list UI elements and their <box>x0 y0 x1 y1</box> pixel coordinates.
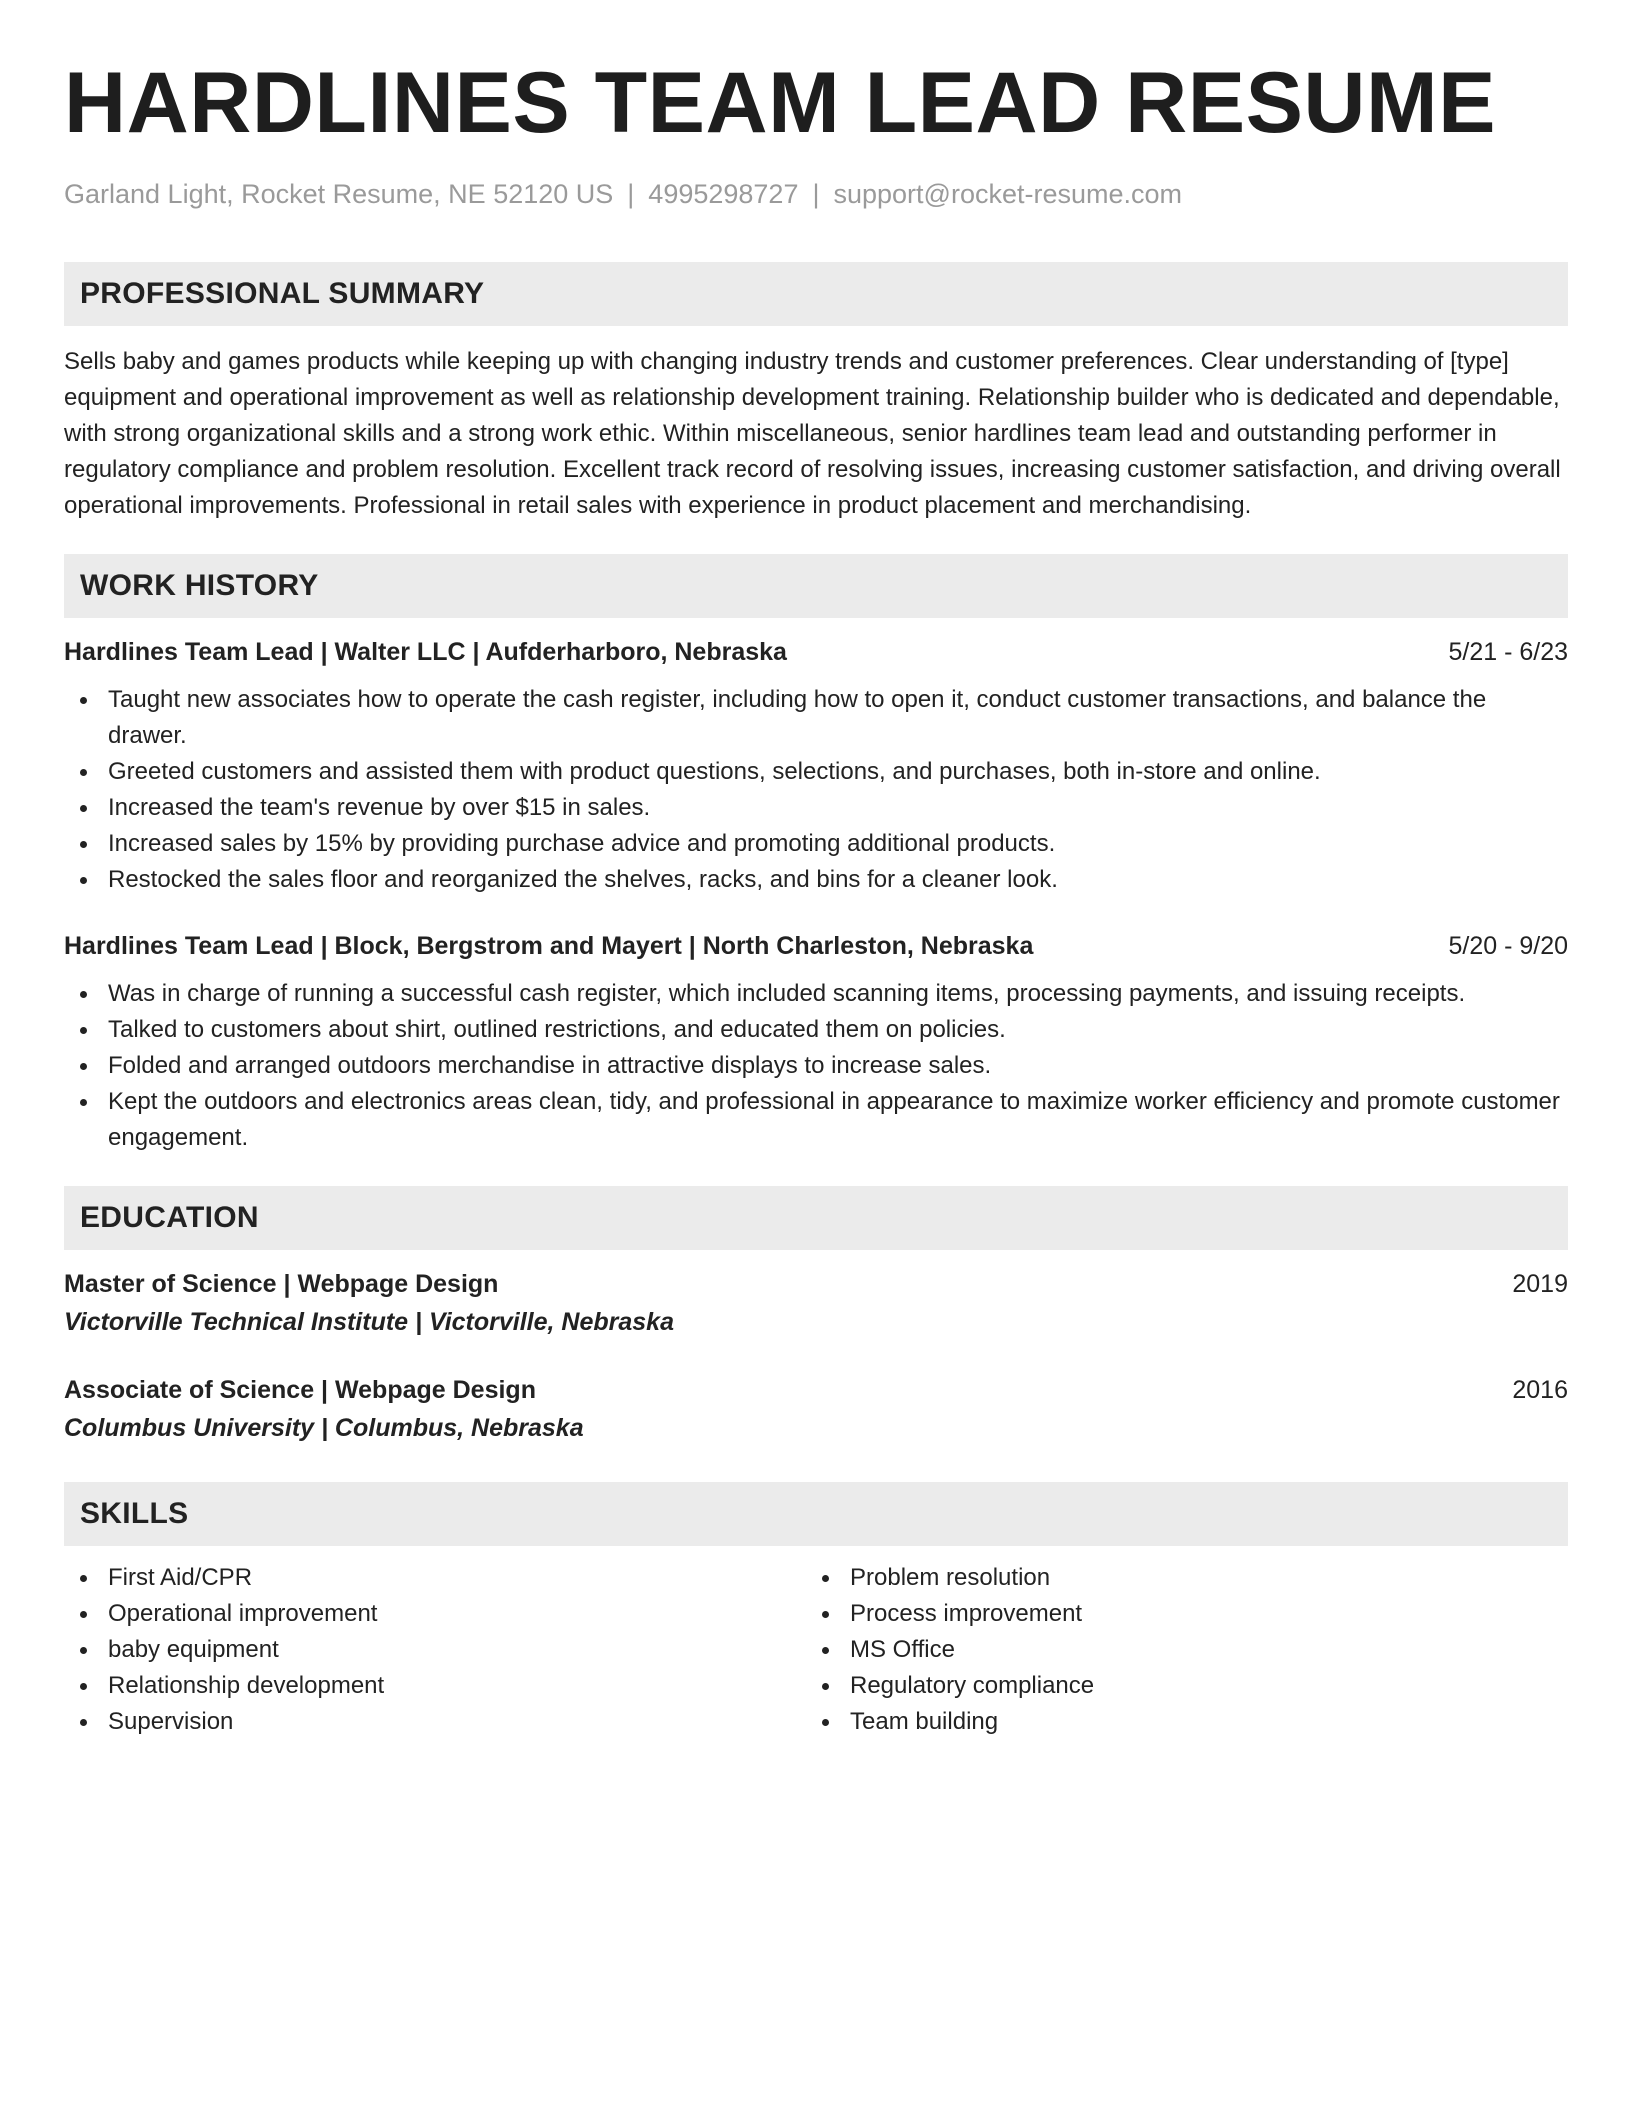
section-heading-work-history: WORK HISTORY <box>64 554 1568 618</box>
job-bullet: Increased the team's revenue by over $15 in sales. <box>64 790 1568 826</box>
skill-item: Problem resolution <box>806 1560 1548 1596</box>
skill-item: Process improvement <box>806 1596 1548 1632</box>
job-bullet: Folded and arranged outdoors merchandise in attractive displays to increase sales. <box>64 1048 1568 1084</box>
job-header <box>64 928 1568 964</box>
education-year: 2016 <box>1512 1376 1568 1405</box>
education-degree: Associate of Science | Webpage Design <box>64 1376 536 1405</box>
skill-item: Operational improvement <box>64 1596 806 1632</box>
education-entry <box>64 1266 1568 1340</box>
job-bullet: Taught new associates how to operate the cash register, including how to open it, conduct customer transactions, and balance the drawer. <box>64 682 1568 754</box>
skill-item: Supervision <box>64 1704 806 1740</box>
skill-item: Team building <box>806 1704 1548 1740</box>
education-school: Victorville Technical Institute | Victorville, Nebraska <box>64 1308 674 1337</box>
job-title: Hardlines Team Lead | Walter LLC | Aufderharboro, Nebraska <box>64 638 787 667</box>
education-entry <box>64 1372 1568 1446</box>
skills-column-left <box>64 1560 806 1740</box>
skill-item: Relationship development <box>64 1668 806 1704</box>
contact-address: Garland Light, Rocket Resume, NE 52120 US <box>64 179 614 209</box>
summary-text: Sells baby and games products while keeping up with changing industry trends and customer preferences. Clear understanding of [type] equipment and operational improvement as well as relationship development training. Relationship builder who is dedicated and dependable, with strong organizational skills and a strong work ethic. Within miscellaneous, senior hardlines team lead and outstanding performer in regulatory compliance and problem resolution. Excellent track record of resolving issues, increasing customer satisfaction, and driving overall operational improvements. Professional in retail sales with experience in product placement and merchandising. <box>64 348 1561 520</box>
job-header <box>64 634 1568 670</box>
skill-item: baby equipment <box>64 1632 806 1668</box>
section-heading-skills: SKILLS <box>64 1482 1568 1546</box>
education-school: Columbus University | Columbus, Nebraska <box>64 1414 584 1443</box>
skills-list <box>64 1560 1568 1740</box>
job-entry <box>64 928 1568 1156</box>
skills-column-right <box>806 1560 1548 1740</box>
skill-item: First Aid/CPR <box>64 1560 806 1596</box>
skill-item: Regulatory compliance <box>806 1668 1548 1704</box>
skills-bullets <box>806 1560 1548 1740</box>
job-bullet: Increased sales by 15% by providing purchase advice and promoting additional products. <box>64 826 1568 862</box>
job-bullets <box>64 976 1568 1156</box>
job-bullet: Was in charge of running a successful cash register, which included scanning items, processing payments, and issuing receipts. <box>64 976 1568 1012</box>
job-bullet: Greeted customers and assisted them with product questions, selections, and purchases, both in-store and online. <box>64 754 1568 790</box>
job-dates: 5/20 - 9/20 <box>1448 932 1568 961</box>
resume-title: HARDLINES TEAM LEAD RESUME <box>64 55 1497 151</box>
job-dates: 5/21 - 6/23 <box>1448 638 1568 667</box>
education-year: 2019 <box>1512 1270 1568 1299</box>
education-degree: Master of Science | Webpage Design <box>64 1270 499 1299</box>
job-bullet: Talked to customers about shirt, outlined restrictions, and educated them on policies. <box>64 1012 1568 1048</box>
contact-phone: 4995298727 <box>648 179 799 209</box>
skill-item: MS Office <box>806 1632 1548 1668</box>
skills-bullets <box>64 1560 806 1740</box>
contact-email: support@rocket-resume.com <box>833 179 1183 209</box>
education-header <box>64 1372 1568 1408</box>
job-entry <box>64 634 1568 898</box>
job-title: Hardlines Team Lead | Block, Bergstrom and Mayert | North Charleston, Nebraska <box>64 932 1034 961</box>
job-bullet: Kept the outdoors and electronics areas clean, tidy, and professional in appearance to maximize worker efficiency and promote customer engagement. <box>64 1084 1568 1156</box>
contact-line <box>64 178 1568 210</box>
education-header <box>64 1266 1568 1302</box>
section-heading-education: EDUCATION <box>64 1186 1568 1250</box>
job-bullet: Restocked the sales floor and reorganized the shelves, racks, and bins for a cleaner look. <box>64 862 1568 898</box>
contact-separator: | <box>627 179 635 209</box>
job-bullets <box>64 682 1568 898</box>
section-heading-summary: PROFESSIONAL SUMMARY <box>64 262 1568 326</box>
contact-separator: | <box>812 179 820 209</box>
